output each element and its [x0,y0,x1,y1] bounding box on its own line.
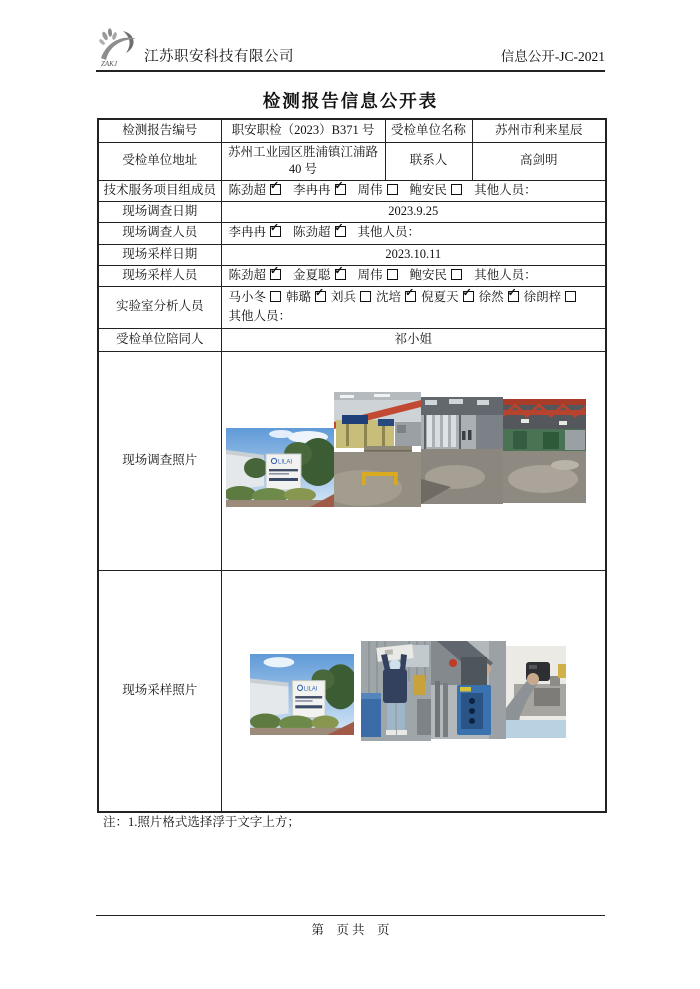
unit-name-value: 苏州市利来星辰 [472,119,606,142]
person-name: 徐然 [478,290,504,304]
person-name: 李冉冉 [228,225,267,240]
person-entry [293,183,346,197]
sampling-photo-area [222,571,606,811]
person-entry [358,268,398,282]
lab-staff-cell [221,286,606,328]
checkbox-unchecked-icon [451,184,462,195]
lab-staff-label: 实验室分析人员 [98,286,221,328]
checkbox-checked-icon [270,184,281,195]
row-unit-addr [98,142,606,180]
checkbox-checked-icon [335,184,346,195]
survey-photo-workshop-machines [421,397,503,504]
sampling-staff-members [229,268,475,282]
person-entry [524,290,577,304]
lab-staff-other-label: 其他人员： [228,308,292,323]
checkbox-unchecked-icon [565,291,576,302]
report-no-label: 检测报告编号 [98,119,221,142]
person-name: 沈培 [376,290,402,304]
sampling-photo-sampling-pump-closeup [431,641,506,739]
footer-page-text: 第 页 共 页 [311,923,390,937]
checkbox-checked-icon [508,291,519,302]
person-name: 韩璐 [286,290,312,304]
person-name: 倪夏天 [421,290,459,304]
person-entry [410,183,463,197]
person-entry [229,268,282,282]
survey-photos-label: 现场调查照片 [98,351,221,570]
person-name: 鲍安民 [409,182,448,197]
checkbox-unchecked-icon [451,269,462,280]
checkbox-unchecked-icon [360,291,371,302]
row-team [98,180,606,201]
survey-photos-cell [221,351,606,570]
survey-date-value: 2023.9.25 [221,201,606,222]
team-label: 技术服务项目组成员 [98,180,221,201]
sampling-date-value: 2023.10.11 [221,244,606,265]
person-name: 陈劲超 [228,267,267,282]
person-name: 刘兵 [331,290,357,304]
row-sampling-date [98,244,606,265]
survey-staff-members [229,225,358,239]
survey-staff-other-label: 其他人员： [357,225,421,240]
survey-date-label: 现场调查日期 [98,201,221,222]
escort-label: 受检单位陪同人 [98,328,221,351]
sampling-photo-worker-mounting-sampler [361,641,431,741]
person-name: 李冉冉 [293,182,331,197]
person-entry [293,225,346,239]
person-entry [229,183,282,197]
unit-name-label: 受检单位名称 [385,119,472,142]
company-logo-icon [96,27,142,69]
person-name: 金夏聪 [293,267,331,282]
row-sampling-staff [98,265,606,286]
document-code: 信息公开-JC-2021 [500,49,605,64]
row-sampling-photos [98,570,606,812]
checkbox-checked-icon [315,291,326,302]
sampling-staff-other-label: 其他人员： [474,267,537,282]
row-report-no [98,119,606,142]
footer-divider [96,915,605,916]
person-entry [376,290,416,304]
company-name: 江苏职安科技有限公司 [144,49,294,65]
sign-text: LILAI [303,685,317,692]
survey-staff-label: 现场调查人员 [98,222,221,244]
sampling-staff-label: 现场采样人员 [98,265,221,286]
person-entry [421,290,474,304]
sampling-photos-label: 现场采样照片 [98,570,221,812]
person-entry [331,290,371,304]
person-entry [229,290,282,304]
lab-staff-members [229,290,582,304]
checkbox-checked-icon [405,291,416,302]
person-name: 徐朗梓 [523,290,562,304]
sampling-photos-cell [221,570,606,812]
contact-value: 高剑明 [472,142,606,180]
survey-photo-press-workshop [334,392,421,507]
team-members [229,183,475,197]
row-survey-staff [98,222,606,244]
survey-photo-workshop-crane-racks [503,399,586,503]
footnote: 注：1.照片格式选择浮于文字上方； [103,815,300,829]
person-entry [286,290,326,304]
checkbox-checked-icon [270,269,281,280]
page-title: 检测报告信息公开表 [262,91,439,111]
person-name: 陈劲超 [228,182,267,197]
person-entry [410,268,463,282]
team-members-cell [221,180,606,201]
checkbox-checked-icon [335,269,346,280]
contact-label: 联系人 [385,142,472,180]
checkbox-checked-icon [270,226,281,237]
checkbox-checked-icon [463,291,474,302]
checkbox-unchecked-icon [270,291,281,302]
sampling-date-label: 现场采样日期 [98,244,221,265]
person-name: 周伟 [357,182,383,197]
survey-photo-area [222,352,606,570]
person-entry [293,268,346,282]
brand [96,27,294,69]
logo-text: ZAKJ [101,60,117,68]
page-header [96,24,605,72]
sign-text: LILAI [277,459,292,465]
survey-staff-cell [221,222,606,244]
person-name: 鲍安民 [409,267,448,282]
unit-addr-value: 苏州工业园区胜浦镇江浦路 40 号 [221,142,385,180]
report-no-value: 职安职检（2023）B371 号 [221,119,385,142]
team-other-label: 其他人员： [474,182,537,197]
person-entry [358,183,398,197]
row-survey-photos [98,351,606,570]
sampling-staff-cell [221,265,606,286]
disclosure-form-table [97,118,607,813]
person-name: 陈劲超 [293,225,331,240]
row-survey-date [98,201,606,222]
person-name: 马小冬 [228,290,267,304]
unit-addr-label: 受检单位地址 [98,142,221,180]
person-entry [479,290,519,304]
person-entry [229,225,282,239]
person-name: 周伟 [357,267,383,282]
sampling-photo-company-entrance-sign [250,654,354,735]
survey-photo-company-entrance-sign [226,428,334,507]
row-escort [98,328,606,351]
checkbox-checked-icon [335,226,346,237]
checkbox-unchecked-icon [387,269,398,280]
row-lab-staff [98,286,606,328]
escort-value: 祁小姐 [221,328,606,351]
sampling-photo-hand-held-sampler [506,646,566,738]
checkbox-unchecked-icon [387,184,398,195]
